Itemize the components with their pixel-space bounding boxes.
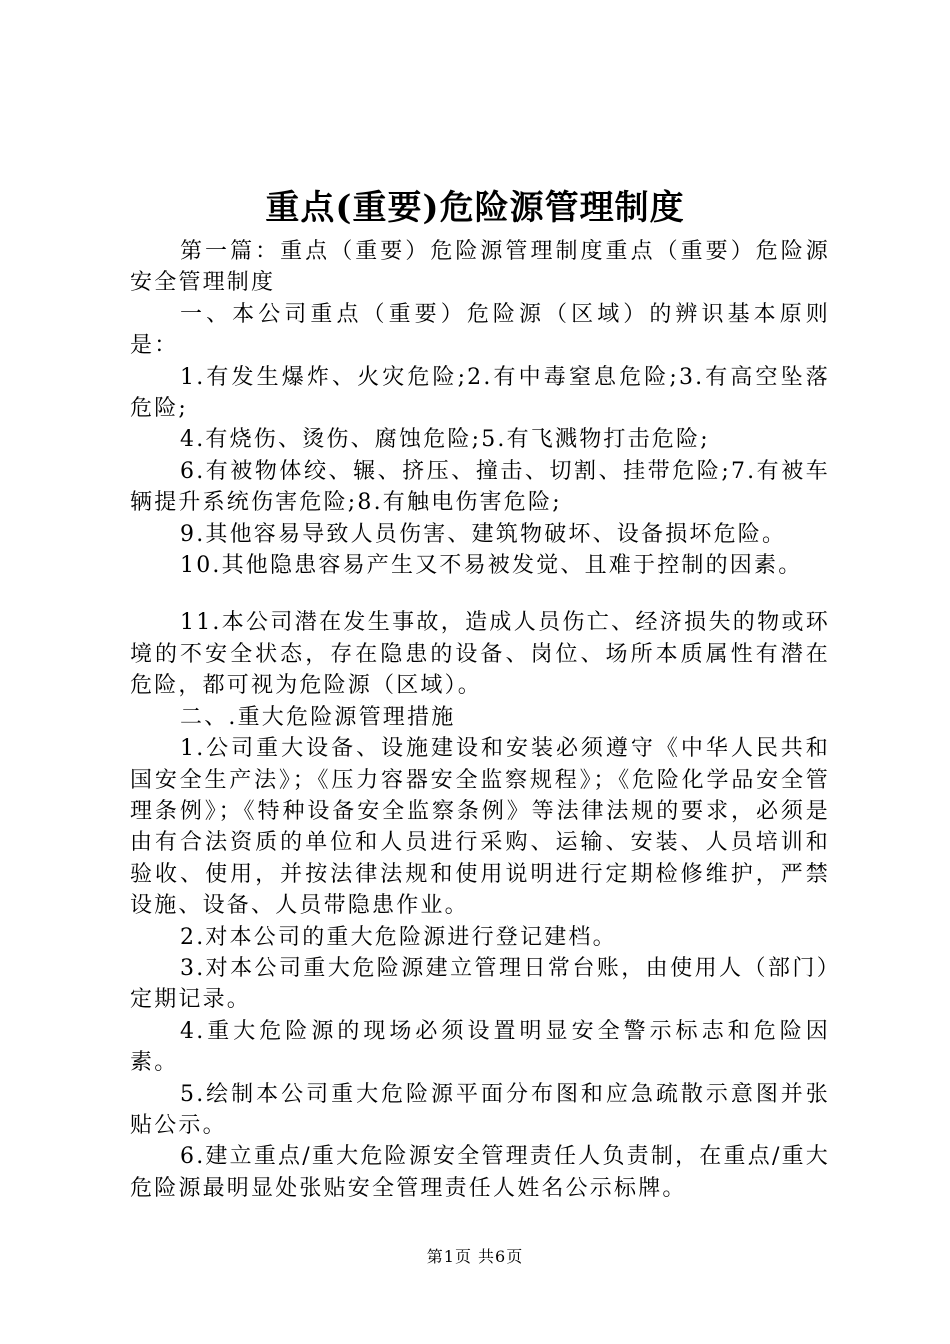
paragraph: 一、本公司重点（重要）危险源（区域）的辨识基本原则是： <box>130 301 830 359</box>
paragraph: 4.有烧伤、烫伤、腐蚀危险;5.有飞溅物打击危险; <box>180 427 710 453</box>
document-body <box>130 236 830 1204</box>
paragraph: 第一篇：重点（重要）危险源管理制度重点（重要）危险源安全管理制度 <box>130 239 830 296</box>
paragraph: 3.对本公司重大危险源建立管理日常台账，由使用人（部门）定期记录。 <box>130 955 830 1013</box>
paragraph: 6.建立重点/重大危险源安全管理责任人负责制，在重点/重大危险源最明显处张贴安全管理责任人姓名公示标牌。 <box>130 1144 830 1201</box>
paragraph: 5.绘制本公司重大危险源平面分布图和应急疏散示意图并张贴公示。 <box>130 1081 830 1138</box>
paragraph: 二、.重大危险源管理措施 <box>180 704 456 730</box>
paragraph: 4.重大危险源的现场必须设置明显安全警示标志和危险因素。 <box>130 1018 830 1076</box>
paragraph: 1.有发生爆炸、火灾危险;2.有中毒窒息危险;3.有高空坠落危险; <box>130 364 830 422</box>
paragraph: 6.有被物体绞、辗、挤压、撞击、切割、挂带危险;7.有被车辆提升系统伤害危险;8.有触电伤害危险; <box>130 458 830 516</box>
paragraph: 1.公司重大设备、设施建设和安装必须遵守《中华人民共和国安全生产法》；《压力容器安全监察规程》；《危险化学品安全管理条例》；《特种设备安全监察条例》等法律法规的要求，必须是由有合法资质的单位和人员进行采购、运输、安装、人员培训和验收、使用，并按法律法规和使用说明进行定期检修维护，严禁设施、设备、人员带隐患作业。 <box>130 736 830 919</box>
page-number-footer: 第1页 共6页 <box>426 1247 524 1266</box>
paragraph: 2.对本公司的重大危险源进行登记建档。 <box>180 924 617 950</box>
paragraph: 10.其他隐患容易产生又不易被发觉、且难于控制的因素。 <box>180 553 803 579</box>
paragraph: 9.其他容易导致人员伤害、建筑物破坏、设备损坏危险。 <box>180 521 787 547</box>
page-title: 重点(重要)危险源管理制度 <box>265 188 685 228</box>
paragraph: 11.本公司潜在发生事故，造成人员伤亡、经济损失的物或环境的不安全状态，存在隐患的设备、岗位、场所本质属性有潜在危险，都可视为危险源（区域）。 <box>130 610 830 699</box>
